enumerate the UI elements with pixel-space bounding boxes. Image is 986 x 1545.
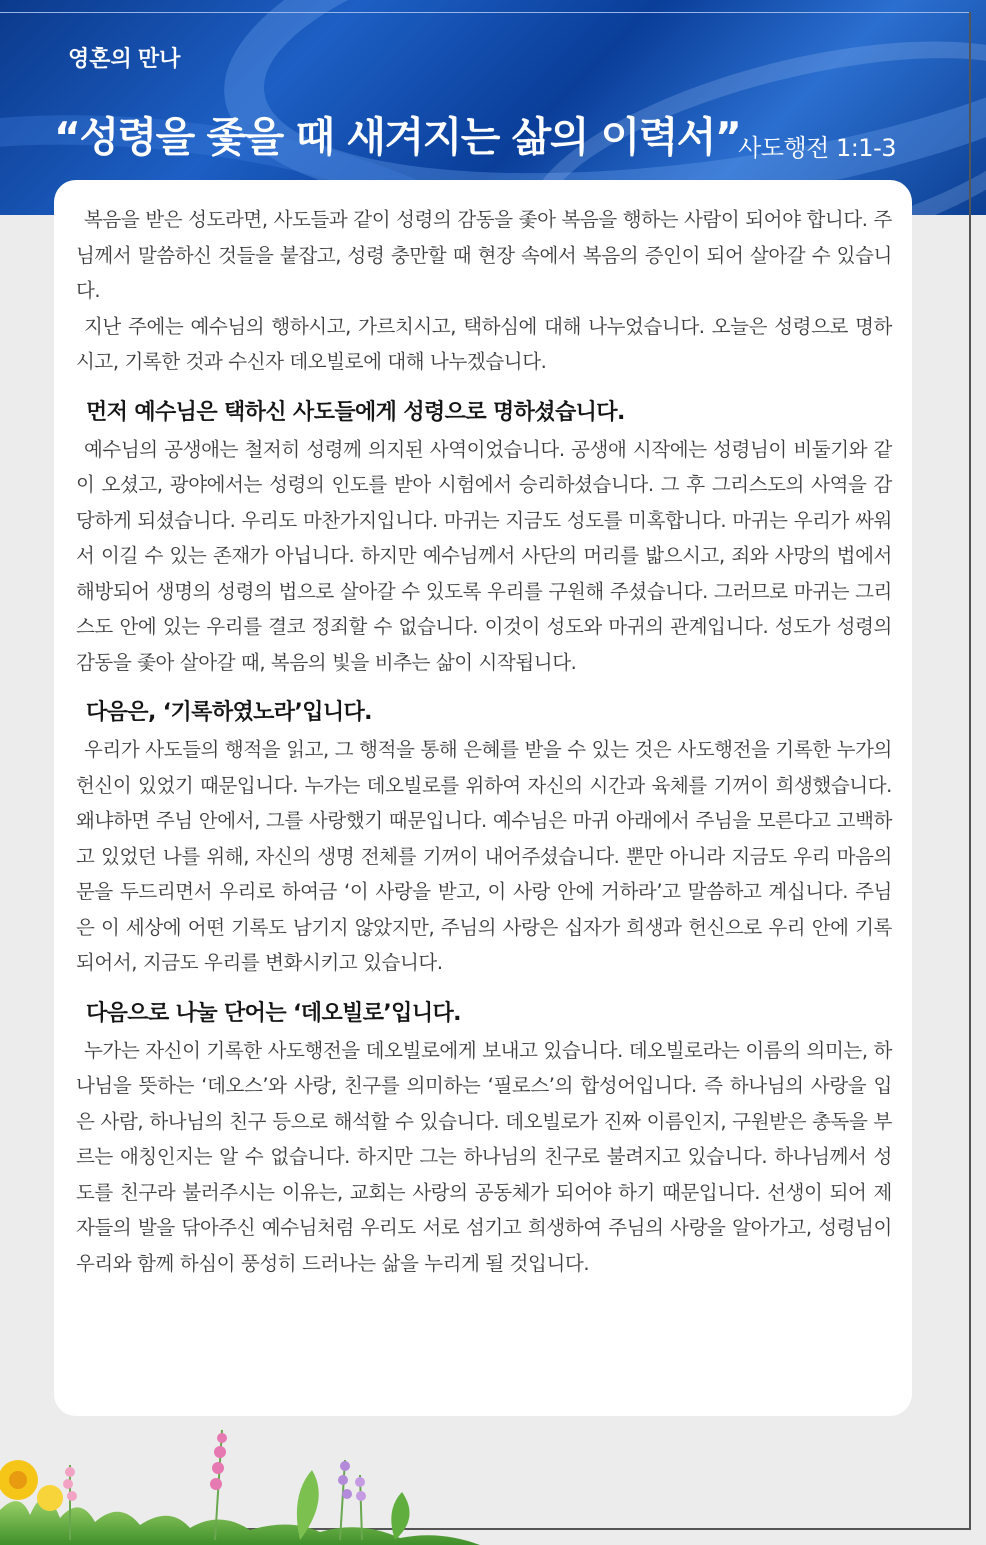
page-title: “성령을 좇을 때 새겨지는 삶의 이력서” [54, 113, 741, 161]
section-body: 우리가 사도들의 행적을 읽고, 그 행적을 통해 은혜를 받을 수 있는 것은 사도행전을 기록한 누가의 헌신이 있었기 때문입니다. 누가는 데오빌로를 위하여 자신의 시간과 육체를 기꺼이 희생했습니다. 왜냐하면 주님 안에서, 그를 사랑했기 때문입니다. 예수님은 마귀 아래에서 주님을 모른다고 고백하고 있었던 나를 위해, 자신의 생명 전체를 기꺼이 내어주셨습니다. 뿐만 아니라 지금도 우리 마음의 문을 두드리면서 우리로 하여금 ‘이 사랑을 받고, 이 사랑 안에 거하라’고 말씀하고 계십니다. 주님은 이 세상에 어떤 기록도 남기지 않았지만, 주님의 사랑은 십자가 희생과 헌신으로 우리 안에 기록되어서, 지금도 우리를 변화시키고 있습니다. [76, 738, 892, 974]
sermon-card [54, 180, 912, 1416]
flower-decoration [0, 1400, 480, 1545]
intro-paragraph: 지난 주에는 예수님의 행하시고, 가르치시고, 택하심에 대해 나누었습니다. 오늘은 성령으로 명하시고, 기록한 것과 수신자 데오빌로에 대해 나누겠습니다. [76, 314, 892, 373]
scripture-reference: 사도행전 1:1-3 [738, 134, 896, 162]
section-body: 예수님의 공생애는 철저히 성령께 의지된 사역이었습니다. 공생애 시작에는 성령님이 비둘기와 같이 오셨고, 광야에서는 성령의 인도를 받아 시험에서 승리하셨습니다. 그 후 그리스도의 사역을 감당하게 되셨습니다. 우리도 마찬가지입니다. 마귀는 지금도 성도를 미혹합니다. 마귀는 우리가 싸워서 이길 수 있는 존재가 아닙니다. 하지만 예수님께서 사단의 머리를 밟으시고, 죄와 사망의 법에서 해방되어 생명의 성령의 법으로 살아갈 수 있도록 우리를 구원해 주셨습니다. 그러므로 마귀는 그리스도 안에 있는 우리를 결코 정죄할 수 없습니다. 이것이 성도와 마귀의 관계입니다. 성도가 성령의 감동을 좇아 살아갈 때, 복음의 빛을 비추는 삶이 시작됩니다. [76, 437, 892, 674]
section-body: 누가는 자신이 기록한 사도행전을 데오빌로에게 보내고 있습니다. 데오빌로라는 이름의 의미는, 하나님을 뜻하는 ‘데오스’와 사랑, 친구를 의미하는 ‘필로스’의 합성어입니다. 즉 하나님의 사랑을 입은 사람, 하나님의 친구 등으로 해석할 수 있습니다. 데오빌로가 진짜 이름인지, 구원받은 총독을 부르는 애칭인지는 알 수 없습니다. 하지만 그는 하나님의 친구로 불려지고 있습니다. 하나님께서 성도를 친구라 불러주시는 이유는, 교회는 사랑의 공동체가 되어야 하기 때문입니다. 선생이 되어 제자들의 발을 닦아주신 예수님처럼 우리도 서로 섬기고 희생하여 주님의 사랑을 알아가고, 성령님이 우리와 함께 하심이 풍성히 드러나는 삶을 누리게 될 것입니다. [76, 1038, 892, 1275]
section-heading: 먼저 예수님은 택하신 사도들에게 성령으로 명하셨습니다. [86, 399, 625, 425]
frame-top-line [0, 12, 971, 13]
section-heading: 다음은, ‘기록하였노라’입니다. [86, 700, 372, 725]
intro-paragraph: 복음을 받은 성도라면, 사도들과 같이 성령의 감동을 좇아 복음을 행하는 사람이 되어야 합니다. 주님께서 말씀하신 것들을 붙잡고, 성령 충만할 때 현장 속에서 복음의 증인이 되어 살아갈 수 있습니다. [76, 208, 892, 302]
series-label: 영혼의 만나 [68, 46, 181, 71]
section-heading: 다음으로 나눌 단어는 ‘데오빌로’입니다. [86, 1000, 461, 1026]
